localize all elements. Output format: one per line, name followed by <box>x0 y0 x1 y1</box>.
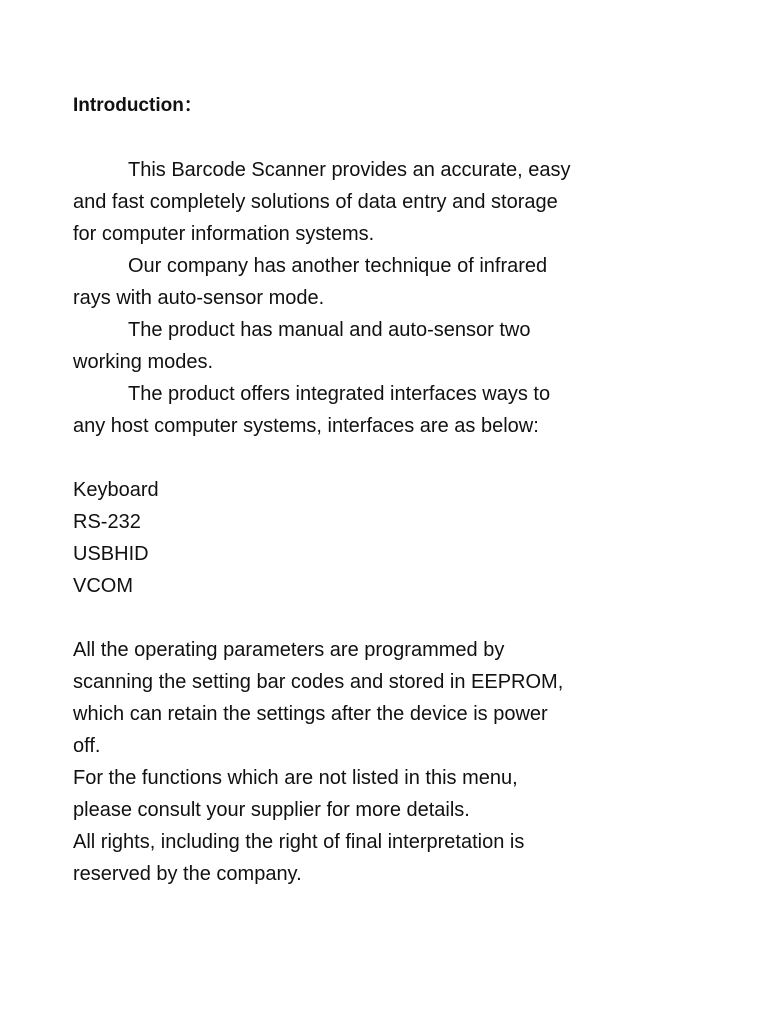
document-page <box>73 90 713 890</box>
interface-list-item: USBHID <box>73 543 149 565</box>
intro-paragraph-line: working modes. <box>73 351 214 373</box>
intro-paragraph-line: Our company has another technique of infrared <box>128 255 548 277</box>
closing-paragraph-line: All the operating parameters are programmed by <box>73 639 505 661</box>
closing-paragraph-line: which can retain the settings after the device is power <box>73 703 548 725</box>
closing-paragraph-line: reserved by the company. <box>73 863 302 885</box>
spacer <box>73 602 713 634</box>
intro-paragraph-line: for computer information systems. <box>73 223 375 245</box>
closing-paragraph-line: off. <box>73 735 101 757</box>
interface-list-item: RS-232 <box>73 511 141 533</box>
intro-paragraph-line: any host computer systems, interfaces are as below: <box>73 415 539 437</box>
closing-paragraph-line: All rights, including the right of final interpretation is <box>73 831 525 853</box>
intro-paragraph-line: and fast completely solutions of data entry and storage <box>73 191 558 213</box>
closing-paragraph-line: please consult your supplier for more details. <box>73 799 470 821</box>
intro-paragraph-line: The product has manual and auto-sensor two <box>128 319 531 341</box>
interface-list-item: Keyboard <box>73 479 159 501</box>
spacer <box>73 442 713 474</box>
closing-paragraph-line: scanning the setting bar codes and stored in EEPROM, <box>73 671 564 693</box>
section-heading: Introduction： <box>73 95 203 116</box>
closing-paragraph-line: For the functions which are not listed in this menu, <box>73 767 518 789</box>
intro-paragraph-line: rays with auto-sensor mode. <box>73 287 325 309</box>
interface-list-item: VCOM <box>73 575 133 597</box>
intro-paragraph-line: The product offers integrated interfaces ways to <box>128 383 551 405</box>
intro-paragraph-line: This Barcode Scanner provides an accurate, easy <box>128 159 571 181</box>
spacer <box>73 122 713 154</box>
